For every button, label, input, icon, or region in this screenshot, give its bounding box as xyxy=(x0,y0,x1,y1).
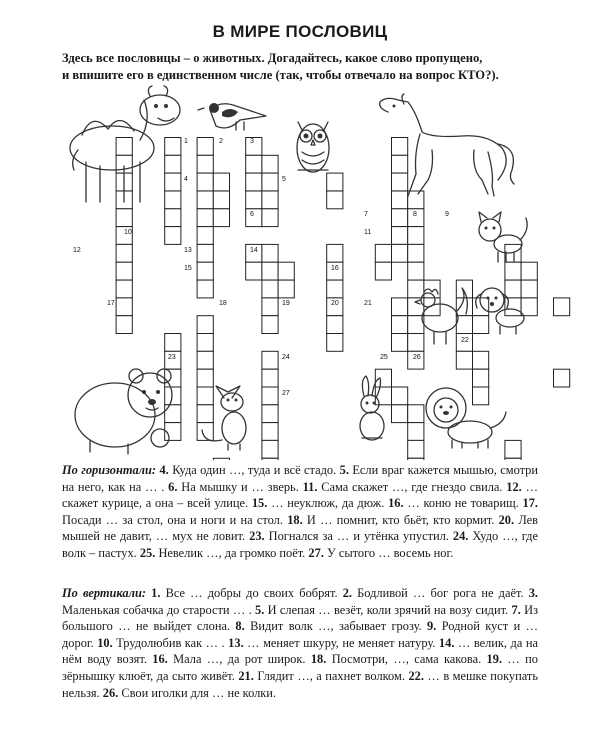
horizontal-clue-text: Сама скажет …, где гнездо свила. xyxy=(317,479,507,494)
crossword-cell[interactable] xyxy=(505,280,521,298)
horizontal-clue-number: 23. xyxy=(249,529,265,544)
vertical-clue-text: Маленькая собачка до старости … . xyxy=(62,602,255,617)
vertical-clue-text: … в мешке покупать нельзя. xyxy=(62,668,538,700)
horizontal-clue-number: 20. xyxy=(498,512,515,527)
crossword-cell[interactable] xyxy=(554,298,570,316)
crossword-cell[interactable] xyxy=(197,387,213,405)
crossword-cell[interactable] xyxy=(375,369,391,387)
grid-number-24: 24 xyxy=(282,354,290,361)
crossword-cell[interactable] xyxy=(554,369,570,387)
crossword-cell[interactable] xyxy=(392,334,408,352)
horizontal-clue-text: … скажет курице, а она – всей улице. xyxy=(62,479,538,511)
crossword-cell[interactable] xyxy=(392,244,408,262)
bear-illustration xyxy=(75,369,172,454)
crossword-cell[interactable] xyxy=(197,138,213,156)
crossword-cell[interactable] xyxy=(456,351,472,369)
crossword-cell[interactable] xyxy=(246,191,262,209)
crossword-cell[interactable] xyxy=(246,155,262,173)
crossword-cell[interactable] xyxy=(392,316,408,334)
crossword-cell[interactable] xyxy=(165,155,181,173)
vertical-clue-text: … меняет шкуру, не меняет натуру. xyxy=(243,635,439,650)
vertical-clue-text: Родной куст и … дорог. xyxy=(62,619,538,650)
horizontal-clue-number: 27. xyxy=(308,545,324,560)
crossword-cell[interactable] xyxy=(473,387,489,405)
crossword-cell[interactable] xyxy=(327,191,343,209)
vertical-clue-number: 9. xyxy=(427,619,437,634)
instructions-line-1: Здесь все пословицы – о животных. Догадайтесь, какое слово пропущено, xyxy=(62,51,483,65)
crossword-cell[interactable] xyxy=(197,316,213,334)
crossword-cell[interactable] xyxy=(262,155,278,173)
crossword-cell[interactable] xyxy=(197,191,213,209)
grid-number-27: 27 xyxy=(282,390,290,397)
crossword-cell[interactable] xyxy=(327,334,343,352)
grid-number-2: 2 xyxy=(219,138,223,145)
horizontal-clue-text: Невелик …, да громко поёт. xyxy=(155,545,309,560)
grid-number-22: 22 xyxy=(461,337,469,344)
crossword-cell[interactable] xyxy=(246,173,262,191)
vertical-clue-number: 26. xyxy=(102,685,119,700)
vertical-clue-text: Из большого … не выйдет слона. xyxy=(62,602,538,634)
crossword-cell[interactable] xyxy=(246,262,262,280)
crossword-cell[interactable] xyxy=(165,334,181,352)
crossword-cell[interactable] xyxy=(262,369,278,387)
vertical-clue-number: 3. xyxy=(528,586,538,600)
crossword-cell[interactable] xyxy=(165,173,181,191)
vertical-clue-text: Видит волк …, забывает грозу. xyxy=(244,619,428,634)
crossword-cell[interactable] xyxy=(278,280,294,298)
vertical-clue-number: 8. xyxy=(235,619,245,634)
crossword-cell[interactable] xyxy=(278,262,294,280)
vertical-clue-number: 14. xyxy=(438,635,455,650)
crossword-cell[interactable] xyxy=(197,227,213,245)
horizontal-clue-number: 17. xyxy=(522,496,538,511)
grid-number-16: 16 xyxy=(331,265,339,272)
grid-number-5: 5 xyxy=(282,176,286,183)
lion-illustration xyxy=(426,388,506,448)
horizontal-clue-number: 18. xyxy=(287,512,303,527)
horizontal-clue-number: 12. xyxy=(506,479,522,494)
crossword-cell[interactable] xyxy=(408,334,424,352)
horizontal-clue-text: И … помнит, кто бьёт, кто кормит. xyxy=(302,512,499,527)
vertical-clue-text: Бодливой … бог рога не даёт. xyxy=(352,586,529,600)
crossword-cell[interactable] xyxy=(197,369,213,387)
horizontal-clue-number: 16. xyxy=(388,496,404,511)
vertical-heading: По вертикали: xyxy=(62,586,146,600)
grid-number-4: 4 xyxy=(184,176,188,183)
horizontal-clue-text: … коню не товарищ. xyxy=(403,496,523,511)
crossword-cell[interactable] xyxy=(197,244,213,262)
vertical-clue-text: Трудолюбив как … . xyxy=(112,635,229,650)
page-title: В МИРЕ ПОСЛОВИЦ xyxy=(212,22,388,41)
vertical-clue-text: Свои иголки для … не колки. xyxy=(118,685,277,700)
crossword-cell[interactable] xyxy=(197,334,213,352)
crossword-cell[interactable] xyxy=(473,351,489,369)
crossword-cell[interactable] xyxy=(197,351,213,369)
grid-number-21: 21 xyxy=(364,300,372,307)
crossword-cell[interactable] xyxy=(197,262,213,280)
vertical-clue-text: Мала …, да рот широк. xyxy=(167,652,311,667)
grid-number-8: 8 xyxy=(413,211,417,218)
hare-illustration xyxy=(360,376,384,440)
grid-number-6: 6 xyxy=(250,211,254,218)
crossword-cell[interactable] xyxy=(197,405,213,423)
horizontal-clue-number: 6. xyxy=(168,479,178,494)
crossword-cell[interactable] xyxy=(392,155,408,173)
crossword-cell[interactable] xyxy=(262,440,278,458)
crossword-cell[interactable] xyxy=(375,244,391,262)
crossword-cell[interactable] xyxy=(262,387,278,405)
horizontal-clue-text: У сытого … восемь ног. xyxy=(323,545,454,560)
crossword-cell[interactable] xyxy=(392,173,408,191)
crossword-cell[interactable] xyxy=(213,209,229,227)
crossword-cell[interactable] xyxy=(262,405,278,423)
vertical-clue-number: 19. xyxy=(486,652,503,667)
vertical-clue-number: 7. xyxy=(511,602,521,617)
crossword-cell[interactable] xyxy=(392,209,408,227)
crossword-cell[interactable] xyxy=(262,191,278,209)
crossword-cell[interactable] xyxy=(505,440,521,458)
vertical-clue-number: 13. xyxy=(228,635,244,650)
horizontal-clue-number: 5. xyxy=(339,463,349,477)
instructions-line-2: и впишите его в единственном числе (так, чтобы отвечало на вопрос КТО?). xyxy=(62,68,499,82)
crossword-cell[interactable] xyxy=(392,138,408,156)
grid-number-12: 12 xyxy=(73,247,81,254)
crossword-cell[interactable] xyxy=(116,209,132,227)
crossword-cell[interactable] xyxy=(262,262,278,280)
crossword-cell[interactable] xyxy=(392,298,408,316)
crossword-cell[interactable] xyxy=(197,173,213,191)
horizontal-clue-number: 11. xyxy=(302,479,318,494)
crossword-cell[interactable] xyxy=(327,244,343,262)
crossword-cell[interactable] xyxy=(521,262,537,280)
grid-number-15: 15 xyxy=(184,265,192,272)
grid-number-25: 25 xyxy=(380,354,388,361)
vertical-clue-number: 21. xyxy=(238,668,254,683)
vertical-clue-text: … по зёрнышку клюёт, да сыто живёт. xyxy=(62,652,538,683)
vertical-clue-number: 18. xyxy=(310,652,327,667)
crossword-cell[interactable] xyxy=(392,387,408,405)
grid-number-14: 14 xyxy=(250,247,258,254)
crossword-cell[interactable] xyxy=(392,405,408,423)
crossword-cell[interactable] xyxy=(116,262,132,280)
crossword-cell[interactable] xyxy=(408,191,424,209)
vertical-clue-list xyxy=(62,586,538,700)
crossword-cell[interactable] xyxy=(408,405,424,423)
crossword-cell[interactable] xyxy=(262,423,278,441)
crossword-cell[interactable] xyxy=(262,280,278,298)
horizontal-clue-text: Лев мышей не давит, … мух не ловит. xyxy=(62,512,538,544)
crossword-cell[interactable] xyxy=(165,227,181,245)
crossword-cell[interactable] xyxy=(262,209,278,227)
crossword-cell[interactable] xyxy=(408,423,424,441)
grid-number-23: 23 xyxy=(168,354,176,361)
crossword-cell[interactable] xyxy=(262,173,278,191)
vertical-clue-number: 2. xyxy=(342,586,352,600)
horizontal-clue-number: 25. xyxy=(139,545,156,560)
crossword-cell[interactable] xyxy=(262,316,278,334)
crossword-cell[interactable] xyxy=(408,440,424,458)
crossword-cell[interactable] xyxy=(327,280,343,298)
grid-number-20: 20 xyxy=(331,300,339,307)
vertical-clue-number: 5. xyxy=(255,602,265,617)
crossword-cell[interactable] xyxy=(116,138,132,156)
horizontal-clue-text: Куда один …, туда и всё стадо. xyxy=(168,463,340,477)
vertical-clue-number: 22. xyxy=(408,668,424,683)
crossword-cell[interactable] xyxy=(116,316,132,334)
crossword-cell[interactable] xyxy=(165,209,181,227)
grid-number-10: 10 xyxy=(124,229,132,236)
vertical-clues xyxy=(62,585,538,701)
crossword-cell[interactable] xyxy=(408,262,424,280)
crossword-cell[interactable] xyxy=(521,298,537,316)
crossword-cell[interactable] xyxy=(408,458,424,460)
horizontal-clues xyxy=(62,462,538,562)
grid-number-3: 3 xyxy=(250,138,254,145)
horizontal-clue-text: … неуклюж, да дюж. xyxy=(267,496,389,511)
crossword-cell[interactable] xyxy=(473,369,489,387)
crossword-cell[interactable] xyxy=(408,227,424,245)
crossword-cell[interactable] xyxy=(327,173,343,191)
crossword-cell[interactable] xyxy=(197,280,213,298)
crossword-cell[interactable] xyxy=(408,244,424,262)
crossword-cell[interactable] xyxy=(456,298,472,316)
grid-number-11: 11 xyxy=(364,229,372,236)
crossword-cell[interactable] xyxy=(165,387,181,405)
vertical-clue-text: И слепая … везёт, коли зрячий на возу сидит. xyxy=(264,602,512,617)
crossword-cell[interactable] xyxy=(392,191,408,209)
vertical-clue-number: 1. xyxy=(151,586,161,600)
crossword-cell[interactable] xyxy=(197,209,213,227)
crossword-cell[interactable] xyxy=(392,227,408,245)
vertical-clue-number: 16. xyxy=(152,652,168,667)
vertical-clue-text: Посмотри, …, сама какова. xyxy=(326,652,487,667)
horizontal-clue-text: Если враг кажется мышью, смотри на него, как на … . xyxy=(62,463,538,494)
vertical-clue-text: … велик, да на нём воду возят. xyxy=(62,635,538,667)
horizontal-clue-text: Худо …, где волк – пастух. xyxy=(62,529,538,560)
crossword-cell[interactable] xyxy=(262,351,278,369)
vertical-clue-text: Глядит …, а пахнет волком. xyxy=(253,668,409,683)
crossword-cell[interactable] xyxy=(262,458,278,460)
grid-number-9: 9 xyxy=(445,211,449,218)
crossword-cell[interactable] xyxy=(327,316,343,334)
crossword-cell[interactable] xyxy=(375,262,391,280)
crossword-cell[interactable] xyxy=(375,387,391,405)
grid-number-7: 7 xyxy=(364,211,368,218)
grid-number-26: 26 xyxy=(413,354,421,361)
horizontal-clue-number: 15. xyxy=(251,496,268,511)
horizontal-clue-number: 4. xyxy=(159,463,169,477)
horizontal-clue-text: Погнался за … и утёнка упустил. xyxy=(264,529,453,544)
crossword-cell[interactable] xyxy=(505,262,521,280)
crossword-cell[interactable] xyxy=(165,138,181,156)
horizontal-clue-text: Посади … за стол, она и ноги и на стол. xyxy=(62,512,288,527)
crossword-cell[interactable] xyxy=(165,405,181,423)
vertical-clue-text: Все … добры до своих бобрят. xyxy=(160,586,343,600)
crossword-cell[interactable] xyxy=(165,191,181,209)
owl-illustration xyxy=(297,122,329,172)
crossword-cell[interactable] xyxy=(213,173,229,191)
horizontal-clue-list xyxy=(62,463,538,560)
crossword-cell[interactable] xyxy=(213,458,229,460)
grid-number-19: 19 xyxy=(282,300,290,307)
crossword-cell[interactable] xyxy=(456,316,472,334)
magpie-illustration xyxy=(198,103,266,130)
grid-number-17: 17 xyxy=(107,300,115,307)
crossword-cell[interactable] xyxy=(116,244,132,262)
crossword-grid xyxy=(116,138,570,461)
horizontal-clue-text: На мышку и … зверь. xyxy=(177,479,303,494)
crossword-cell[interactable] xyxy=(408,280,424,298)
crossword-cell[interactable] xyxy=(262,298,278,316)
crossword-cell[interactable] xyxy=(473,316,489,334)
crossword-cell[interactable] xyxy=(165,369,181,387)
horizontal-clue-number: 24. xyxy=(452,529,469,544)
crossword-cell[interactable] xyxy=(521,280,537,298)
vertical-clue-number: 10. xyxy=(97,635,113,650)
horizontal-heading: По горизонтали: xyxy=(62,463,157,477)
crossword-cell[interactable] xyxy=(505,458,521,460)
crossword-cell[interactable] xyxy=(213,191,229,209)
crossword-cell[interactable] xyxy=(116,298,132,316)
crossword-cell[interactable] xyxy=(262,244,278,262)
grid-number-1: 1 xyxy=(184,138,188,145)
grid-number-13: 13 xyxy=(184,247,192,254)
grid-number-18: 18 xyxy=(219,300,227,307)
crossword-cell[interactable] xyxy=(116,280,132,298)
crossword-cell[interactable] xyxy=(197,155,213,173)
